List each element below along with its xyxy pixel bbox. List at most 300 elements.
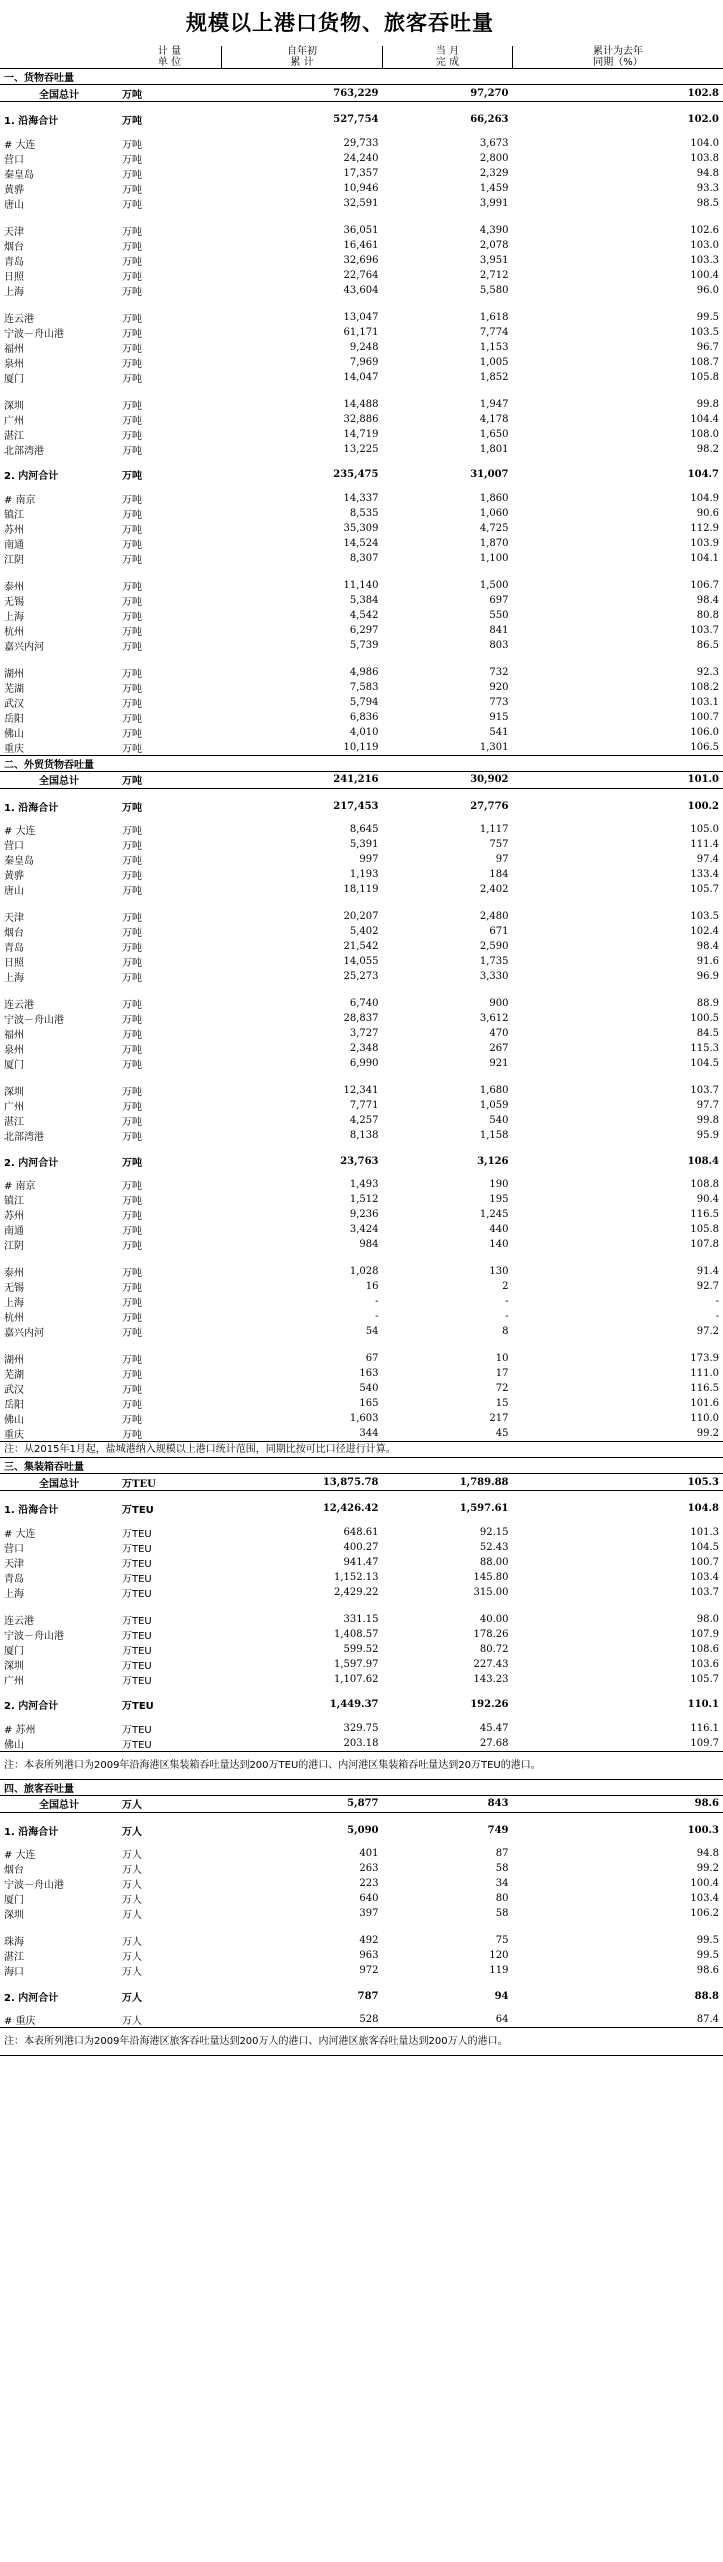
unit-cell: 万吨 — [122, 1181, 142, 1192]
ytd-cell: 223 — [359, 1878, 379, 1889]
month-cell: 920 — [489, 681, 509, 693]
yoy-cell: 105.7 — [690, 1673, 719, 1685]
month-cell: 217 — [489, 1413, 509, 1424]
indicator-cell: 北部湾港 — [4, 445, 44, 457]
unit-cell: 万人 — [122, 1826, 142, 1838]
ytd-cell: 963 — [359, 1950, 379, 1961]
port-row — [0, 1672, 723, 1687]
spacer-text — [0, 484, 723, 491]
port-row — [0, 1026, 723, 1041]
indicator-cell: 宁波－舟山港 — [4, 1880, 64, 1891]
ytd-cell: 5,384 — [349, 594, 379, 606]
indicator-cell: 宁波－舟山港 — [4, 1630, 64, 1642]
spacer-text — [0, 1170, 723, 1177]
table-note-text: 注：本表所列港口为2009年沿海港区集装箱吞吐量达到200万TEU的港口、内河港区集装箱吞吐量达到20万TEU的港口。 — [0, 1751, 723, 1779]
yoy-cell: - — [715, 1311, 719, 1322]
month-cell: 2,078 — [479, 239, 509, 251]
unit-cell: 万人 — [122, 1910, 142, 1921]
unit-cell: 万吨 — [122, 743, 142, 755]
spacer — [0, 984, 723, 996]
unit-cell: 万吨 — [122, 913, 142, 924]
month-cell: 1,100 — [479, 552, 509, 564]
indicator-cell: 日照 — [4, 271, 24, 283]
indicator-cell: 连云港 — [4, 1000, 34, 1011]
yoy-cell: 103.7 — [690, 1085, 719, 1096]
yoy-cell: 104.7 — [687, 469, 719, 480]
port-row — [0, 1381, 723, 1396]
unit-cell: 万吨 — [122, 1313, 142, 1324]
indicator-cell: 2. 内河合计 — [4, 1992, 59, 2004]
month-cell: 58 — [495, 1908, 509, 1919]
yoy-cell: 98.4 — [696, 941, 719, 952]
yoy-cell: 108.2 — [690, 681, 719, 693]
unit-cell: 万TEU — [118, 1474, 222, 1491]
indicator-cell: 烟台 — [4, 1865, 24, 1876]
unit-cell: 万吨 — [122, 400, 142, 412]
port-row — [0, 1309, 723, 1324]
indicator-cell: 湖州 — [4, 668, 24, 680]
yoy-cell: 88.9 — [696, 998, 719, 1009]
ytd-cell: 54 — [365, 1326, 379, 1337]
yoy-cell: 101.3 — [690, 1526, 719, 1538]
section-title-text: 三、集装箱吞吐量 — [0, 1458, 723, 1474]
yoy-cell: 103.7 — [690, 624, 719, 636]
port-row — [0, 1294, 723, 1309]
month-cell: 1,459 — [479, 182, 509, 194]
header-indicator — [0, 46, 118, 69]
indicator-cell: # 大连 — [4, 826, 36, 837]
ytd-cell: 599.52 — [343, 1643, 379, 1655]
ytd-cell: 331.15 — [343, 1613, 379, 1625]
unit-cell: 万TEU — [122, 1645, 152, 1657]
unit-cell: 万吨 — [122, 445, 142, 457]
port-row — [0, 427, 723, 442]
indicator-cell: # 大连 — [4, 1528, 36, 1540]
ytd-cell: 241,216 — [222, 771, 383, 788]
ytd-cell: 8,535 — [349, 507, 379, 519]
ytd-cell: 29,733 — [343, 137, 379, 149]
unit-cell: 万吨 — [122, 928, 142, 939]
unit-cell: 万吨 — [122, 611, 142, 623]
spacer-text — [0, 211, 723, 223]
ytd-cell: 14,055 — [343, 956, 379, 967]
indicator-cell: 秦皇岛 — [4, 856, 34, 867]
unit-cell: 万吨 — [122, 313, 142, 325]
month-cell: 97,270 — [383, 85, 513, 102]
ytd-cell: 13,225 — [343, 443, 379, 455]
ytd-cell: 1,603 — [349, 1413, 379, 1424]
indicator-cell: 重庆 — [4, 743, 24, 755]
unit-cell: 万吨 — [122, 1157, 142, 1169]
ytd-cell: 972 — [359, 1965, 379, 1976]
yoy-cell: 111.0 — [690, 1368, 719, 1379]
unit-cell: 万人 — [122, 1880, 142, 1891]
port-row — [0, 1351, 723, 1366]
port-row — [0, 1861, 723, 1876]
spacer-text — [0, 1714, 723, 1721]
yoy-cell: 92.3 — [696, 666, 719, 678]
group-total-row — [0, 1152, 723, 1170]
ytd-cell: 8,645 — [349, 824, 379, 835]
spacer — [0, 1071, 723, 1083]
month-cell: 58 — [495, 1863, 509, 1874]
yoy-cell: 108.4 — [687, 1155, 719, 1167]
yoy-cell: 106.2 — [690, 1908, 719, 1919]
indicator-cell: 上海 — [4, 1588, 24, 1600]
unit-cell: 万吨 — [122, 1370, 142, 1381]
unit-cell: 万吨 — [122, 626, 142, 638]
yoy-cell: 99.2 — [696, 1863, 719, 1874]
port-row — [0, 1056, 723, 1071]
ytd-cell: 6,990 — [349, 1058, 379, 1069]
spacer — [0, 102, 723, 111]
month-cell: 1,245 — [479, 1209, 509, 1220]
unit-cell: 万吨 — [122, 683, 142, 695]
month-cell: 1,789.88 — [383, 1474, 513, 1491]
month-cell: 550 — [489, 609, 509, 621]
indicator-cell: 芜湖 — [4, 1370, 24, 1381]
month-cell: 27,776 — [470, 800, 509, 812]
spacer — [0, 385, 723, 397]
unit-cell: 万吨 — [122, 841, 142, 852]
ytd-cell: 165 — [359, 1398, 379, 1409]
port-row — [0, 1128, 723, 1143]
spacer-text — [0, 1252, 723, 1264]
port-row — [0, 521, 723, 536]
indicator-cell: 北部湾港 — [4, 1132, 44, 1143]
header-month: 当 月 完 成 — [383, 46, 513, 69]
indicator-cell: 珠海 — [4, 1937, 24, 1948]
indicator-cell: 1. 沿海合计 — [4, 802, 59, 814]
indicator-cell: # 南京 — [4, 1181, 36, 1192]
unit-cell: 万吨 — [122, 154, 142, 166]
spacer — [0, 1714, 723, 1721]
port-row — [0, 355, 723, 370]
month-cell: 921 — [489, 1058, 509, 1069]
ytd-cell: 2,348 — [349, 1043, 379, 1054]
ytd-cell: 1,152.13 — [333, 1571, 379, 1583]
indicator-cell: 营口 — [4, 154, 24, 166]
yoy-cell: 99.2 — [696, 1428, 719, 1439]
month-cell: 45 — [495, 1428, 509, 1439]
indicator-cell: 全国总计 — [0, 1795, 118, 1812]
page-bottom-margin — [0, 2554, 680, 2562]
port-row — [0, 969, 723, 984]
yoy-cell: 103.1 — [690, 696, 719, 708]
ytd-cell: 1,408.57 — [333, 1628, 379, 1640]
indicator-cell: 连云港 — [4, 1615, 34, 1627]
statistics-table-container — [0, 46, 719, 2554]
ytd-cell: 7,969 — [349, 356, 379, 368]
month-cell: 27.68 — [479, 1737, 509, 1749]
yoy-cell: 173.9 — [690, 1353, 719, 1364]
ytd-cell: 9,248 — [349, 341, 379, 353]
ytd-cell: 32,591 — [343, 197, 379, 209]
ytd-cell: 24,240 — [343, 152, 379, 164]
month-cell: 64 — [495, 2014, 509, 2025]
yoy-cell: 102.6 — [690, 224, 719, 236]
month-cell: 470 — [489, 1028, 509, 1039]
ytd-cell: 4,010 — [349, 726, 379, 738]
ytd-cell: 6,297 — [349, 624, 379, 636]
yoy-cell: 104.8 — [687, 1503, 719, 1514]
month-cell: 178.26 — [473, 1628, 509, 1640]
unit-cell: 万吨 — [122, 1117, 142, 1128]
ytd-cell: 14,488 — [343, 398, 379, 410]
ytd-cell: 6,836 — [349, 711, 379, 723]
port-row — [0, 740, 723, 756]
yoy-cell: 84.5 — [696, 1028, 719, 1039]
unit-cell: 万吨 — [122, 668, 142, 680]
ytd-cell: 1,449.37 — [329, 1699, 379, 1710]
ytd-cell: 1,493 — [349, 1179, 379, 1190]
group-total-row — [0, 111, 723, 129]
yoy-cell: 104.5 — [690, 1058, 719, 1069]
month-cell: 732 — [489, 666, 509, 678]
port-row — [0, 1192, 723, 1207]
ytd-cell: 344 — [359, 1428, 379, 1439]
ytd-cell: 763,229 — [222, 85, 383, 102]
national-total-row — [0, 85, 723, 102]
yoy-cell: 99.8 — [696, 1115, 719, 1126]
yoy-cell: 116.5 — [690, 1209, 719, 1220]
spacer — [0, 1491, 723, 1500]
port-row — [0, 1933, 723, 1948]
month-cell: 1,860 — [479, 492, 509, 504]
yoy-cell: 103.3 — [690, 254, 719, 266]
indicator-cell: 厦门 — [4, 1895, 24, 1906]
port-row — [0, 1324, 723, 1339]
port-row — [0, 1721, 723, 1736]
yoy-cell: 90.6 — [696, 507, 719, 519]
unit-cell: 万TEU — [122, 1739, 152, 1751]
yoy-cell: 94.8 — [696, 1848, 719, 1859]
unit-cell: 万吨 — [122, 1415, 142, 1426]
unit-cell: 万吨 — [122, 1060, 142, 1071]
unit-cell: 万吨 — [122, 958, 142, 969]
indicator-cell: 嘉兴内河 — [4, 1328, 44, 1339]
national-total-row — [0, 1795, 723, 1812]
spacer-text — [0, 788, 723, 797]
column-header-row — [0, 46, 723, 69]
unit-cell: 万吨 — [122, 328, 142, 340]
unit-cell: 万吨 — [122, 524, 142, 536]
port-row — [0, 412, 723, 427]
ytd-cell: 14,524 — [343, 537, 379, 549]
indicator-cell: 深圳 — [4, 1660, 24, 1672]
ytd-cell: 43,604 — [343, 284, 379, 296]
header-yoy: 累计为去年 同期（%） — [513, 46, 723, 69]
spacer-text — [0, 1491, 723, 1500]
indicator-cell: 海口 — [4, 1967, 24, 1978]
indicator-cell: 秦皇岛 — [4, 169, 34, 181]
spacer — [0, 2005, 723, 2012]
header-unit: 计 量 单 位 — [118, 46, 222, 69]
spacer — [0, 788, 723, 797]
yoy-cell: 103.5 — [690, 326, 719, 338]
ytd-cell: 528 — [359, 2014, 379, 2025]
month-cell: 92.15 — [479, 1526, 509, 1538]
month-cell: - — [505, 1296, 509, 1307]
month-cell: 1,153 — [479, 341, 509, 353]
port-row — [0, 2012, 723, 2028]
ytd-cell: 640 — [359, 1893, 379, 1904]
unit-cell: 万吨 — [122, 1328, 142, 1339]
unit-cell: 万人 — [118, 1795, 222, 1812]
yoy-cell: 104.4 — [690, 413, 719, 425]
month-cell: 94 — [494, 1990, 509, 2002]
ytd-cell: 36,051 — [343, 224, 379, 236]
unit-cell: 万人 — [122, 1967, 142, 1978]
group-total-row — [0, 1696, 723, 1714]
yoy-cell: 108.8 — [690, 1179, 719, 1190]
spacer-text — [0, 1839, 723, 1846]
spacer — [0, 1339, 723, 1351]
port-row — [0, 623, 723, 638]
yoy-cell: 106.0 — [690, 726, 719, 738]
unit-cell: 万人 — [122, 2016, 142, 2027]
indicator-cell: 1. 沿海合计 — [4, 116, 59, 127]
month-cell: 1,852 — [479, 371, 509, 383]
spacer-text — [0, 984, 723, 996]
month-cell: 2,800 — [479, 152, 509, 164]
spacer — [0, 1687, 723, 1696]
month-cell: 120 — [489, 1950, 509, 1961]
ytd-cell: 1,107.62 — [333, 1673, 379, 1685]
ytd-cell: - — [375, 1311, 379, 1322]
yoy-cell: 95.9 — [696, 1130, 719, 1141]
ytd-cell: 23,763 — [340, 1155, 379, 1167]
unit-cell: 万吨 — [122, 1355, 142, 1366]
indicator-cell: 泉州 — [4, 358, 24, 370]
indicator-cell: 泰州 — [4, 1268, 24, 1279]
yoy-cell: 133.4 — [690, 869, 719, 880]
spacer — [0, 129, 723, 136]
ytd-cell: 401 — [359, 1848, 379, 1859]
indicator-cell: 镇江 — [4, 1196, 24, 1207]
port-row — [0, 725, 723, 740]
month-cell: 2,402 — [479, 884, 509, 895]
unit-cell: 万吨 — [122, 415, 142, 427]
month-cell: 40.00 — [479, 1613, 509, 1625]
month-cell: 540 — [489, 1115, 509, 1126]
yoy-cell: 109.7 — [690, 1737, 719, 1749]
unit-cell: 万吨 — [122, 1132, 142, 1143]
port-row — [0, 491, 723, 506]
yoy-cell: 105.3 — [513, 1474, 723, 1491]
unit-cell: 万吨 — [122, 1030, 142, 1041]
month-cell: 1,870 — [479, 537, 509, 549]
port-row — [0, 665, 723, 680]
spacer — [0, 1839, 723, 1846]
spacer — [0, 815, 723, 822]
indicator-cell: 黄骅 — [4, 184, 24, 196]
port-row — [0, 578, 723, 593]
indicator-cell: 营口 — [4, 1543, 24, 1555]
ytd-cell: 203.18 — [343, 1737, 379, 1749]
ytd-cell: 11,140 — [343, 579, 379, 591]
month-cell: 3,951 — [479, 254, 509, 266]
month-cell: 66,263 — [470, 114, 509, 125]
month-cell: 1,680 — [479, 1085, 509, 1096]
month-cell: 3,330 — [479, 971, 509, 982]
port-row — [0, 551, 723, 566]
indicator-cell: 青岛 — [4, 943, 24, 954]
month-cell: 1,060 — [479, 507, 509, 519]
unit-cell: 万吨 — [122, 581, 142, 593]
month-cell: 671 — [489, 926, 509, 937]
month-cell: 17 — [495, 1368, 509, 1379]
ytd-cell: 492 — [359, 1935, 379, 1946]
indicator-cell: 嘉兴内河 — [4, 641, 44, 653]
ytd-cell: 32,886 — [343, 413, 379, 425]
month-cell: 1,005 — [479, 356, 509, 368]
ytd-cell: 3,727 — [349, 1028, 379, 1039]
ytd-cell: 17,357 — [343, 167, 379, 179]
port-row — [0, 1041, 723, 1056]
yoy-cell: 99.8 — [696, 398, 719, 410]
unit-cell: 万吨 — [122, 728, 142, 740]
spacer-text — [0, 1143, 723, 1152]
yoy-cell: 100.7 — [690, 1556, 719, 1568]
month-cell: 749 — [487, 1824, 509, 1836]
indicator-cell: 重庆 — [4, 1430, 24, 1441]
port-row — [0, 1642, 723, 1657]
yoy-cell: 100.7 — [690, 711, 719, 723]
unit-cell: 万吨 — [122, 1268, 142, 1279]
ytd-cell: 984 — [359, 1239, 379, 1250]
month-cell: 7,774 — [479, 326, 509, 338]
port-row — [0, 506, 723, 521]
port-row — [0, 1113, 723, 1128]
spacer — [0, 897, 723, 909]
spacer-text — [0, 815, 723, 822]
ytd-cell: 16,461 — [343, 239, 379, 251]
yoy-cell: 104.0 — [690, 137, 719, 149]
port-row — [0, 1657, 723, 1672]
yoy-cell: 99.5 — [696, 1935, 719, 1946]
port-row — [0, 680, 723, 695]
month-cell: 1,618 — [479, 311, 509, 323]
unit-cell: 万吨 — [122, 973, 142, 984]
port-row — [0, 1555, 723, 1570]
port-row — [0, 1627, 723, 1642]
unit-cell: 万TEU — [122, 1558, 152, 1570]
month-cell: 541 — [489, 726, 509, 738]
section-title — [0, 69, 723, 85]
indicator-cell: 2. 内河合计 — [4, 1157, 59, 1169]
yoy-cell: 103.4 — [690, 1571, 719, 1583]
yoy-cell: 96.0 — [696, 284, 719, 296]
unit-cell: 万吨 — [122, 1226, 142, 1237]
port-row — [0, 370, 723, 385]
ytd-cell: 5,739 — [349, 639, 379, 651]
unit-cell: 万吨 — [122, 886, 142, 897]
month-cell: 2 — [502, 1281, 509, 1292]
yoy-cell: 110.1 — [687, 1699, 719, 1710]
month-cell: 75 — [495, 1935, 509, 1946]
unit-cell: 万TEU — [122, 1724, 152, 1736]
port-row — [0, 397, 723, 412]
port-row — [0, 1948, 723, 1963]
port-row — [0, 181, 723, 196]
port-row — [0, 1083, 723, 1098]
port-row — [0, 310, 723, 325]
unit-cell: 万吨 — [122, 430, 142, 442]
indicator-cell: 岳阳 — [4, 713, 24, 725]
unit-cell: 万人 — [122, 1937, 142, 1948]
month-cell: 184 — [489, 869, 509, 880]
